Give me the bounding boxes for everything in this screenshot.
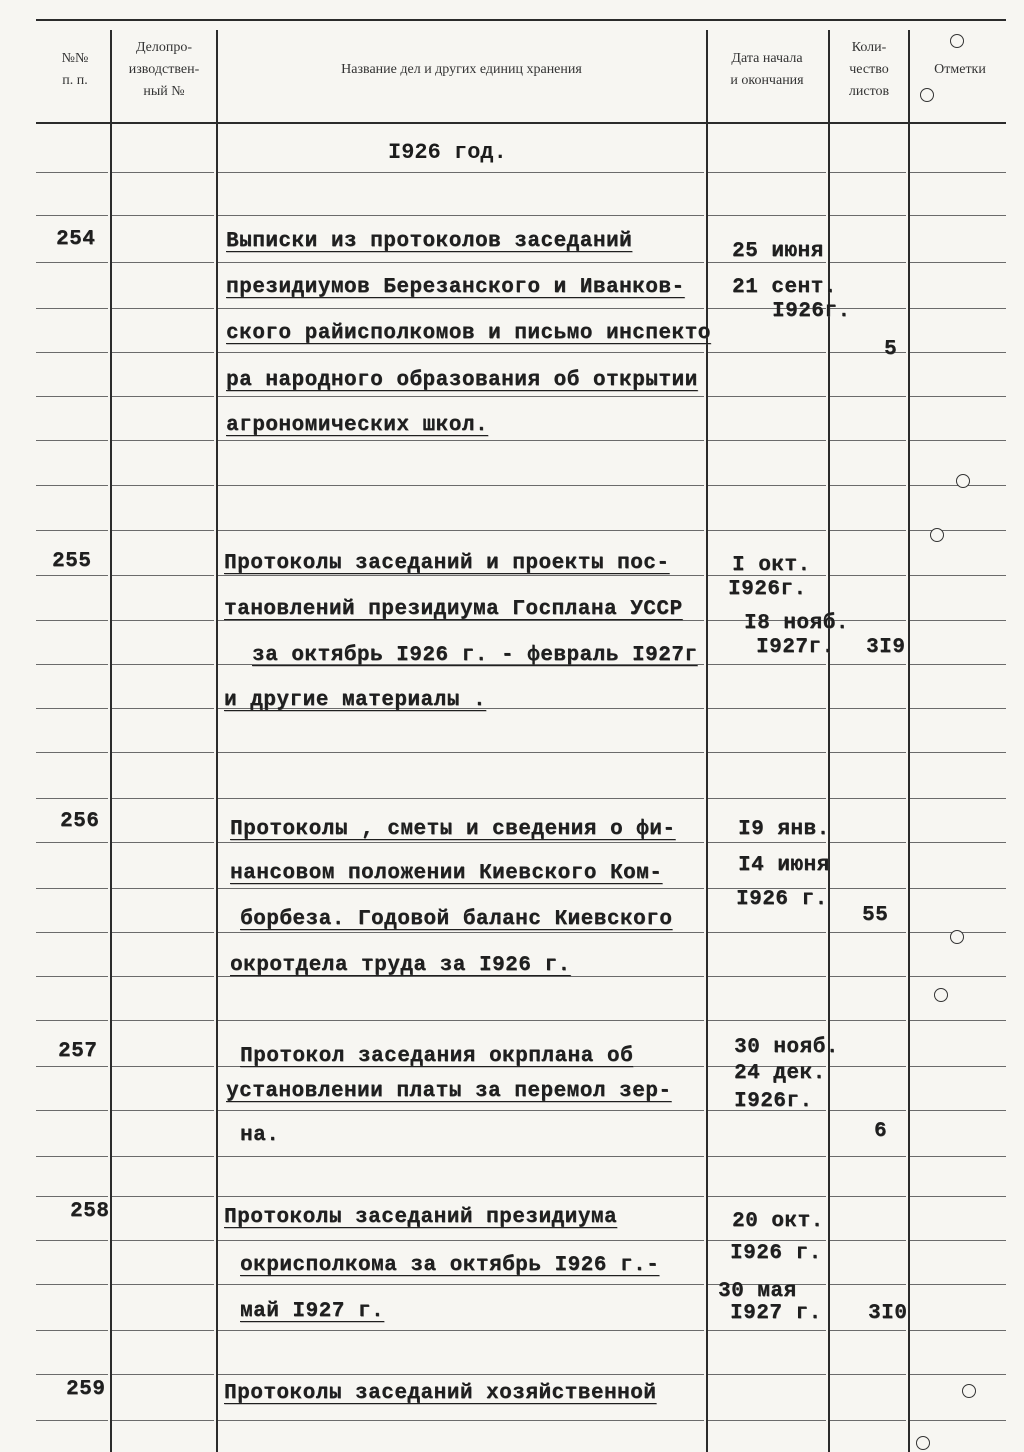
ruled-line: [36, 396, 108, 397]
ruled-line: [36, 352, 108, 353]
ruled-line: [830, 1284, 906, 1285]
header-date: Дата начала и окончания: [730, 51, 804, 88]
ruled-line: [910, 1020, 1006, 1021]
ruled-line: [830, 932, 906, 933]
ruled-line: [910, 575, 1006, 576]
ruled-line: [830, 530, 906, 531]
ruled-line: [36, 664, 108, 665]
ruled-line: [830, 708, 906, 709]
ruled-line: [36, 530, 108, 531]
ruled-line: [218, 440, 704, 441]
ruled-line: [218, 308, 704, 309]
entry-title-line: борбеза. Годовой баланс Киевского: [240, 908, 673, 931]
ruled-line: [36, 752, 108, 753]
header-number: №№ п. п.: [61, 51, 89, 88]
ruled-line: [708, 932, 826, 933]
ruled-line: [218, 485, 704, 486]
punch-hole: [934, 988, 948, 1002]
ruled-line: [218, 1196, 704, 1197]
ruled-line: [910, 1156, 1006, 1157]
entry-title-line: Протоколы заседаний президиума: [224, 1206, 618, 1229]
punch-hole: [956, 474, 970, 488]
ruled-line: [112, 1240, 214, 1241]
ruled-line: [708, 664, 826, 665]
ruled-line: [830, 1020, 906, 1021]
ruled-line: [830, 976, 906, 977]
ruled-line: [112, 1374, 214, 1375]
entry-title-line: и другие материалы .: [224, 689, 487, 712]
entry-date-line: I4 июня: [738, 854, 830, 877]
ruled-line: [112, 708, 214, 709]
column-divider: [110, 30, 112, 1452]
punch-hole: [916, 1436, 930, 1450]
ruled-line: [36, 262, 108, 263]
ruled-line: [830, 172, 906, 173]
ruled-line: [36, 1066, 108, 1067]
ruled-line: [112, 396, 214, 397]
ruled-line: [708, 752, 826, 753]
ruled-line: [910, 172, 1006, 173]
punch-hole: [962, 1384, 976, 1398]
entry-date-line: I окт.: [732, 554, 811, 577]
ruled-line: [910, 842, 1006, 843]
entry-title-line: за октябрь I926 г. - февраль I927г: [252, 644, 698, 667]
ruled-line: [112, 888, 214, 889]
entry-date-line: 25 июня: [732, 240, 824, 263]
header-bottom-rule: [36, 122, 1006, 124]
ruled-line: [218, 396, 704, 397]
ruled-line: [36, 1110, 108, 1111]
ruled-line: [218, 262, 704, 263]
ruled-line: [910, 888, 1006, 889]
ruled-line: [218, 215, 704, 216]
entry-title-line: май I927 г.: [240, 1300, 385, 1323]
entry-number: 255: [52, 550, 92, 573]
ruled-line: [708, 396, 826, 397]
entry-date-line: I927 г.: [730, 1302, 822, 1325]
ruled-line: [708, 172, 826, 173]
ruled-line: [910, 620, 1006, 621]
ruled-line: [708, 1020, 826, 1021]
ruled-line: [36, 172, 108, 173]
ruled-line: [910, 1330, 1006, 1331]
column-divider: [706, 30, 708, 1452]
entry-title-line: на.: [240, 1124, 280, 1147]
entry-number: 254: [56, 228, 96, 251]
ruled-line: [36, 1330, 108, 1331]
ruled-line: [36, 440, 108, 441]
entry-date-line: I927г.: [756, 636, 835, 659]
ruled-line: [910, 1374, 1006, 1375]
ruled-line: [910, 798, 1006, 799]
ruled-line: [830, 1240, 906, 1241]
ruled-line: [218, 1156, 704, 1157]
ruled-line: [910, 440, 1006, 441]
ruled-line: [36, 932, 108, 933]
ruled-line: [36, 708, 108, 709]
ruled-line: [830, 1374, 906, 1375]
year-heading: I926 год.: [388, 140, 507, 165]
ruled-line: [112, 575, 214, 576]
entry-date-line: 30 мая: [718, 1280, 797, 1303]
entry-number: 256: [60, 810, 100, 833]
ruled-line: [218, 1374, 704, 1375]
ruled-line: [36, 1196, 108, 1197]
ruled-line: [830, 1196, 906, 1197]
punch-hole: [950, 930, 964, 944]
ruled-line: [830, 752, 906, 753]
ruled-line: [36, 620, 108, 621]
ruled-line: [112, 664, 214, 665]
ruled-line: [830, 485, 906, 486]
entry-title-line: тановлений президиума Госплана УССР: [224, 598, 683, 621]
punch-hole: [930, 528, 944, 542]
entry-quantity: 5: [884, 338, 898, 361]
ruled-line: [112, 932, 214, 933]
ruled-line: [36, 485, 108, 486]
ruled-line: [112, 1020, 214, 1021]
ruled-line: [910, 1240, 1006, 1241]
ruled-line: [36, 1374, 108, 1375]
ruled-line: [218, 1330, 704, 1331]
header-marks: Отметки: [934, 62, 986, 78]
ruled-line: [36, 1020, 108, 1021]
ruled-line: [708, 352, 826, 353]
ruled-line: [218, 888, 704, 889]
ruled-line: [910, 530, 1006, 531]
ruled-line: [36, 1284, 108, 1285]
ruled-line: [218, 842, 704, 843]
entry-title-line: Протоколы , сметы и сведения о фи-: [230, 818, 676, 841]
ruled-line: [112, 352, 214, 353]
ruled-line: [708, 1330, 826, 1331]
header-delo-number: Делопро- изводствен- ный №: [128, 40, 200, 99]
ruled-line: [112, 440, 214, 441]
ruled-line: [708, 215, 826, 216]
ruled-line: [112, 1110, 214, 1111]
ruled-line: [218, 352, 704, 353]
entry-title-line: нансовом положении Киевского Ком-: [230, 862, 663, 885]
entry-date-line: I926 г.: [730, 1242, 822, 1265]
ruled-line: [830, 842, 906, 843]
entry-date-line: 30 нояб.: [734, 1036, 839, 1059]
column-divider: [216, 30, 218, 1452]
ruled-line: [218, 1240, 704, 1241]
ruled-line: [910, 1284, 1006, 1285]
ruled-line: [112, 308, 214, 309]
ruled-line: [112, 842, 214, 843]
entry-title-line: Выписки из протоколов заседаний: [226, 230, 633, 253]
ruled-line: [112, 976, 214, 977]
entry-date-line: 24 дек.: [734, 1062, 826, 1085]
ruled-line: [36, 842, 108, 843]
entry-title-line: Протокол заседания окрплана об: [240, 1045, 634, 1068]
ruled-line: [708, 842, 826, 843]
ruled-line: [112, 1156, 214, 1157]
ruled-line: [830, 440, 906, 441]
ruled-line: [36, 1420, 108, 1421]
entry-date-line: I9 янв.: [738, 818, 830, 841]
ruled-line: [910, 752, 1006, 753]
header-quantity: Коли- чество листов: [848, 40, 890, 99]
ruled-line: [708, 1374, 826, 1375]
entry-number: 258: [70, 1200, 110, 1223]
ruled-line: [36, 976, 108, 977]
ruled-line: [112, 215, 214, 216]
ruled-line: [830, 575, 906, 576]
ruled-line: [910, 352, 1006, 353]
entry-title-line: агрономических школ.: [226, 414, 489, 437]
ruled-line: [36, 215, 108, 216]
ruled-line: [910, 1420, 1006, 1421]
entry-quantity: 6: [874, 1120, 888, 1143]
ruled-line: [910, 262, 1006, 263]
ruled-line: [830, 1066, 906, 1067]
entry-title-line: окротдела труда за I926 г.: [230, 954, 571, 977]
punch-hole: [920, 88, 934, 102]
ruled-line: [218, 172, 704, 173]
ruled-line: [830, 1330, 906, 1331]
ruled-line: [830, 215, 906, 216]
ruled-line: [36, 1240, 108, 1241]
ruled-line: [36, 798, 108, 799]
ruled-line: [218, 1420, 704, 1421]
ruled-line: [830, 262, 906, 263]
ruled-line: [218, 752, 704, 753]
ruled-line: [112, 1420, 214, 1421]
entry-quantity: 55: [862, 904, 889, 927]
ruled-line: [708, 1420, 826, 1421]
ruled-line: [112, 620, 214, 621]
entry-title-line: президиумов Березанского и Иванков-: [226, 276, 685, 299]
column-divider: [828, 30, 830, 1452]
ruled-line: [36, 575, 108, 576]
ruled-line: [112, 1066, 214, 1067]
ruled-line: [830, 664, 906, 665]
entry-title-line: установлении платы за перемол зер-: [226, 1080, 672, 1103]
ruled-line: [112, 262, 214, 263]
ruled-line: [708, 440, 826, 441]
ruled-line: [910, 708, 1006, 709]
ruled-line: [910, 1196, 1006, 1197]
ruled-line: [36, 308, 108, 309]
ruled-line: [112, 485, 214, 486]
entry-title-line: окрисполкома за октябрь I926 г.-: [240, 1254, 660, 1277]
entry-date-line: I8 нояб.: [744, 612, 849, 635]
header-title: Название дел и других единиц хранения: [341, 62, 582, 78]
ruled-line: [910, 664, 1006, 665]
entry-date-line: I926г.: [734, 1090, 813, 1113]
entry-title-line: Протоколы заседаний и проекты пос-: [224, 552, 670, 575]
ruled-line: [708, 708, 826, 709]
ruled-line: [218, 798, 704, 799]
ruled-line: [910, 396, 1006, 397]
ruled-line: [910, 1066, 1006, 1067]
ruled-line: [708, 530, 826, 531]
ruled-line: [112, 172, 214, 173]
entry-quantity: 3I0: [868, 1302, 908, 1325]
ruled-line: [708, 1240, 826, 1241]
entry-date-line: I926г.: [772, 300, 851, 323]
entry-number: 259: [66, 1378, 106, 1401]
ruled-line: [830, 1420, 906, 1421]
ruled-line: [112, 752, 214, 753]
ruled-line: [910, 1110, 1006, 1111]
ruled-line: [708, 1156, 826, 1157]
ruled-line: [910, 308, 1006, 309]
ruled-line: [910, 976, 1006, 977]
ruled-line: [112, 798, 214, 799]
ruled-line: [218, 932, 704, 933]
ruled-line: [112, 1196, 214, 1197]
ruled-line: [36, 888, 108, 889]
ruled-line: [112, 1330, 214, 1331]
ruled-line: [830, 798, 906, 799]
ruled-line: [830, 1110, 906, 1111]
ruled-line: [910, 215, 1006, 216]
entry-title-line: ра народного образования об открытии: [226, 369, 698, 392]
ruled-line: [708, 1196, 826, 1197]
entry-date-line: 20 окт.: [732, 1210, 824, 1233]
ruled-line: [36, 1156, 108, 1157]
ruled-line: [830, 1156, 906, 1157]
ruled-line: [218, 1020, 704, 1021]
ruled-line: [218, 575, 704, 576]
entry-title-line: ского райисполкомов и письмо инспекто: [226, 322, 711, 345]
column-divider: [908, 30, 910, 1452]
ruled-line: [218, 530, 704, 531]
entry-title-line: Протоколы заседаний хозяйственной: [224, 1382, 657, 1405]
entry-date-line: I926 г.: [736, 888, 828, 911]
ruled-line: [708, 485, 826, 486]
ruled-line: [112, 530, 214, 531]
punch-hole: [950, 34, 964, 48]
entry-date-line: 21 сент.: [732, 276, 837, 299]
ruled-line: [218, 1284, 704, 1285]
ruled-line: [112, 1284, 214, 1285]
ruled-line: [830, 396, 906, 397]
entry-date-line: I926г.: [728, 578, 807, 601]
ruled-line: [708, 798, 826, 799]
ruled-line: [830, 888, 906, 889]
entry-quantity: 3I9: [866, 636, 906, 659]
ruled-line: [218, 1110, 704, 1111]
entry-number: 257: [58, 1040, 98, 1063]
ruled-line: [708, 976, 826, 977]
